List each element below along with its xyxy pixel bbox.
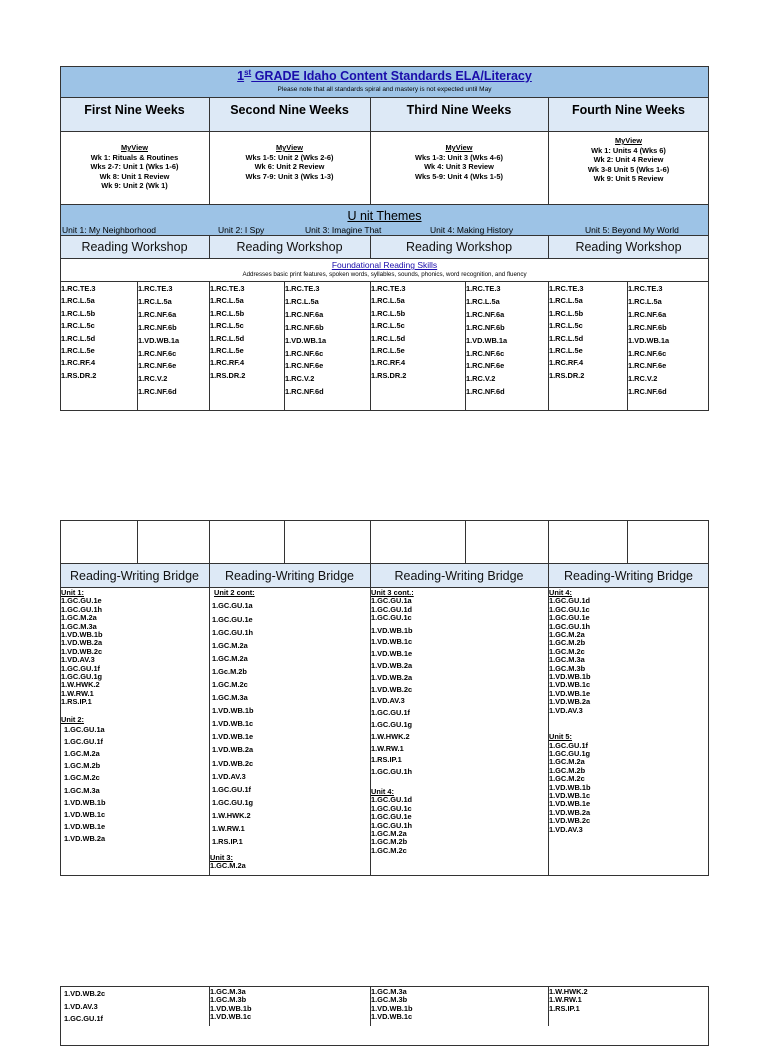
- myview-label: MyView: [445, 143, 473, 152]
- standard-code: 1.W.RW.1: [61, 688, 94, 698]
- standard-code: 1.RC.V.2: [138, 374, 168, 384]
- standard-code: 1.GC.GU.1a: [371, 596, 412, 606]
- standard-code: 1.GC.M.2c: [64, 773, 100, 783]
- standard-code: 1.W.HWK.2: [549, 987, 588, 996]
- standard-code: 1.RC.NF.6d: [466, 387, 505, 397]
- standard-code: 1.RC.TE.3: [466, 284, 501, 293]
- standard-code: 1.RC.NF.6c: [628, 348, 667, 358]
- title-text: GRADE Idaho Content Standards ELA/Literacy: [251, 69, 532, 84]
- myview-q2: [209, 143, 370, 181]
- standard-code: 1.VD.WB.1a: [466, 335, 508, 345]
- standard-code: 1.RC.TE.3: [210, 284, 245, 293]
- standard-code: 1.RS.IP.1: [61, 697, 92, 707]
- standard-code: 1.VD.WB.1c: [64, 809, 106, 819]
- standard-code: 1.GC.GU.1e: [61, 596, 102, 606]
- standard-code: 1.GC.M.2a: [210, 861, 246, 871]
- standard-code: 1.GC.M.3b: [210, 995, 247, 1005]
- unit-heading: Unit 4:: [549, 588, 572, 597]
- standard-code: 1.W.RW.1: [212, 824, 245, 833]
- standard-code: 1.RC.NF.6e: [628, 361, 667, 371]
- title-superscript: st: [244, 68, 252, 77]
- standard-code: 1.RC.L.5a: [466, 296, 500, 306]
- standard-code: 1.VD.WB.1e: [64, 821, 106, 831]
- unit-themes-title: U nit Themes: [347, 209, 422, 223]
- myview-q3: [370, 143, 548, 181]
- unit-theme-1: Unit 1: My Neighborhood: [62, 225, 157, 235]
- standard-code: 1.RC.L.5e: [61, 346, 95, 356]
- standard-code: 1.GC.GU.1f: [549, 740, 589, 750]
- standard-code: 1.RC.NF.6d: [138, 387, 177, 397]
- standard-code: 1.GC.M.2c: [212, 679, 248, 689]
- unit-heading: Unit 4:: [371, 786, 394, 796]
- workshop-codes-q1-right: [138, 283, 179, 399]
- standard-code: 1.VD.WB.2a: [549, 697, 591, 707]
- standard-code: 1.VD.WB.1b: [210, 1003, 252, 1013]
- standard-code: 1.RC.RF.4: [61, 358, 96, 368]
- standard-code: 1.RC.NF.6c: [466, 348, 505, 358]
- unit-heading: Unit 1:: [61, 588, 84, 597]
- standard-code: 1.VD.WB.1c: [210, 1012, 252, 1022]
- standard-code: 1.VD.WB.1b: [549, 782, 591, 792]
- standard-code: 1.RC.L.5e: [371, 346, 405, 356]
- standard-code: 1.GC.M.3a: [549, 655, 585, 665]
- unit-heading: Unit 3:: [210, 853, 233, 862]
- myview-line: Wks 7-9: Unit 3 (Wks 1-3): [245, 171, 334, 181]
- standard-code: 1.RC.L.5e: [549, 346, 583, 356]
- standard-code: 1.GC.GU.1h: [371, 767, 413, 777]
- unit-heading: Unit 5:: [549, 732, 572, 742]
- unit-heading: Unit 2 cont:: [214, 588, 255, 597]
- standard-code: 1.RC.L.5a: [61, 296, 95, 306]
- standard-code: 1.RS.DR.2: [210, 370, 246, 380]
- myview-label: MyView: [615, 136, 642, 145]
- standard-code: 1.VD.WB.1b: [371, 625, 413, 635]
- standard-code: 1.RC.NF.6a: [285, 309, 324, 319]
- standard-code: 1.VD.WB.1b: [371, 1003, 413, 1013]
- standard-code: 1.VD.WB.1c: [549, 790, 591, 800]
- myview-line: Wk 4: Unit 3 Review: [424, 162, 494, 172]
- standard-code: 1.RC.L.5c: [549, 321, 583, 331]
- myview-line: Wk 1: Rituals & Routines: [90, 152, 179, 162]
- bridge-col-2-unit3: [210, 854, 246, 871]
- myview-line: Wk 3-8 Unit 5 (Wks 1-6): [587, 164, 670, 174]
- standard-code: 1.RC.L.5d: [210, 333, 245, 343]
- standard-code: 1.RC.L.5a: [210, 296, 244, 306]
- bridge-col-1: [61, 589, 105, 845]
- standard-code: 1.RC.L.5d: [371, 333, 406, 343]
- standard-code: 1.VD.WB.1e: [549, 688, 591, 698]
- standard-code: 1.GC.M.2a: [549, 757, 585, 767]
- standard-code: 1.GC.M.2a: [212, 640, 248, 650]
- standard-code: 1.GC.GU.1h: [212, 627, 254, 637]
- continued-col-4: [549, 988, 588, 1013]
- standard-code: 1.RC.L.5c: [371, 321, 405, 331]
- standard-code: 1.VD.WB.2c: [371, 684, 413, 694]
- standard-code: 1.VD.WB.1c: [212, 719, 254, 729]
- standard-code: 1.RC.TE.3: [61, 284, 96, 293]
- standard-code: 1.GC.GU.1d: [371, 795, 413, 805]
- unit-theme-4: Unit 4: Making History: [430, 225, 514, 235]
- standard-code: 1.GC.M.3b: [549, 663, 586, 673]
- workshop-codes-q4-left: [549, 283, 584, 382]
- standard-code: 1.VD.WB.2c: [212, 758, 254, 768]
- standard-code: 1.RC.NF.6d: [628, 387, 667, 397]
- standard-code: 1.W.HWK.2: [61, 680, 100, 690]
- myview-line: Wk 2: Unit 4 Review: [593, 155, 664, 165]
- standard-code: 1.W.HWK.2: [212, 810, 251, 820]
- quarter-3-header: Third Nine Weeks: [406, 103, 512, 117]
- standard-code: 1.VD.AV.3: [549, 705, 583, 715]
- standard-code: 1.RC.L.5a: [549, 296, 583, 306]
- myview-line: Wks 1-3: Unit 3 (Wks 4-6): [415, 152, 503, 162]
- standard-code: 1.RC.TE.3: [371, 284, 406, 293]
- standard-code: 1.RS.DR.2: [61, 370, 97, 380]
- myview-label: MyView: [276, 143, 303, 152]
- standard-code: 1.VD.WB.1c: [549, 680, 591, 690]
- standard-code: 1.VD.AV.3: [371, 696, 405, 706]
- standard-code: 1.GC.GU.1h: [549, 621, 591, 631]
- bridge-title-q4: Reading-Writing Bridge: [564, 569, 693, 583]
- standard-code: 1.GC.GU.1c: [549, 604, 590, 614]
- standard-code: 1.RC.NF.6a: [466, 309, 505, 319]
- standard-code: 1.RS.IP.1: [212, 837, 243, 847]
- standard-code: 1.RC.NF.6b: [628, 322, 667, 332]
- myview-line: Wk 8: Unit 1 Review: [99, 171, 170, 181]
- standard-code: 1.RC.TE.3: [138, 284, 173, 293]
- standard-code: 1.GC.M.3a: [371, 987, 407, 996]
- unit-heading: Unit 3 cont.:: [371, 588, 414, 597]
- standard-code: 1.RS.IP.1: [549, 1003, 580, 1013]
- standard-code: 1.RC.NF.6c: [285, 348, 324, 358]
- standard-code: 1.RS.DR.2: [371, 370, 407, 380]
- standard-code: 1.RC.L.5c: [210, 321, 244, 331]
- standard-code: 1.GC.GU.1g: [371, 720, 413, 729]
- standard-code: 1.VD.WB.1e: [549, 799, 591, 809]
- standard-code: 1.RC.NF.6e: [138, 361, 177, 371]
- standard-code: 1.RC.L.5a: [138, 296, 172, 306]
- reading-workshop-q1: Reading Workshop: [81, 240, 188, 254]
- unit-theme-5: Unit 5: Beyond My World: [585, 225, 679, 235]
- standard-code: 1.GC.GU.1f: [61, 663, 101, 673]
- empty-row: [60, 520, 709, 564]
- bridge-title-q2: Reading-Writing Bridge: [225, 569, 354, 583]
- standard-code: 1.VD.WB.2a: [61, 638, 103, 648]
- standard-code: 1.RC.TE.3: [285, 284, 320, 293]
- standard-code: 1.GC.M.2b: [371, 837, 408, 847]
- standard-code: 1.VD.WB.2a: [371, 672, 413, 682]
- standard-code: 1.VD.AV.3: [549, 824, 583, 834]
- myview-line: Wks 1-5: Unit 2 (Wks 2-6): [245, 152, 334, 162]
- standard-code: 1.VD.WB.1a: [138, 335, 180, 345]
- standard-code: 1.VD.WB.1e: [212, 732, 254, 742]
- standard-code: 1.GC.GU.1f: [371, 708, 411, 718]
- standard-code: 1.RC.V.2: [628, 374, 658, 384]
- standard-code: 1.VD.WB.1b: [212, 706, 254, 716]
- standard-code: 1.VD.WB.1c: [371, 637, 413, 647]
- standard-code: 1.GC.GU.1g: [212, 797, 254, 807]
- continued-col-3: [371, 988, 412, 1022]
- standard-code: 1.GC.M.3b: [371, 995, 408, 1005]
- myview-line: Wk 1: Units 4 (Wks 6): [591, 145, 666, 155]
- standard-code: 1.GC.M.3a: [61, 621, 97, 631]
- bridge-title-q1: Reading-Writing Bridge: [70, 569, 199, 583]
- bridge-col-2: [212, 589, 255, 848]
- standard-code: 1.VD.WB.1a: [628, 335, 670, 345]
- standard-code: 1.GC.GU.1f: [64, 1014, 104, 1024]
- standard-code: 1.GC.M.2c: [371, 845, 407, 855]
- standard-code: 1.VD.WB.1c: [371, 1012, 413, 1022]
- myview-q1: [60, 143, 209, 191]
- standard-code: 1.GC.GU.1c: [371, 803, 412, 813]
- page-title: [60, 68, 709, 83]
- standard-code: 1.GC.M.2c: [549, 646, 585, 656]
- workshop-codes-q3-right: [466, 283, 507, 399]
- standard-code: 1.GC.GU.1e: [212, 614, 253, 624]
- standard-code: 1.VD.WB.2a: [212, 745, 254, 755]
- standard-code: 1.RC.L.5b: [371, 308, 406, 318]
- standard-code: 1.RC.NF.6b: [138, 322, 177, 332]
- workshop-codes-q3-left: [371, 283, 406, 382]
- myview-line: Wk 6: Unit 2 Review: [254, 162, 325, 172]
- standard-code: 1.RS.IP.1: [371, 755, 402, 765]
- standard-code: 1.RC.NF.6e: [285, 361, 324, 371]
- standard-code: 1.GC.GU.1d: [371, 604, 413, 614]
- standard-code: 1.RC.L.5b: [549, 308, 584, 318]
- reading-workshop-q3: Reading Workshop: [405, 240, 513, 254]
- unit-heading: Unit 2:: [61, 714, 84, 724]
- standard-code: 1.RC.NF.6b: [285, 322, 324, 332]
- standard-code: 1.VD.WB.1a: [285, 335, 327, 345]
- standard-code: 1.RC.RF.4: [371, 358, 406, 368]
- standard-code: 1.GC.GU.1h: [61, 604, 103, 614]
- standard-code: 1.RS.DR.2: [549, 370, 585, 380]
- standard-code: 1.W.RW.1: [549, 995, 582, 1005]
- standard-code: 1.VD.WB.2c: [64, 989, 106, 998]
- standard-code: 1.GC.GU.1f: [64, 737, 104, 747]
- standard-code: 1.VD.AV.3: [61, 655, 95, 665]
- standard-code: 1.W.RW.1: [371, 743, 404, 753]
- unit-theme-2: Unit 2: I Spy: [218, 225, 265, 235]
- standard-code: 1.VD.WB.2a: [64, 833, 106, 843]
- foundational-title[interactable]: Foundational Reading Skills: [331, 260, 438, 270]
- standard-code: 1.RC.L.5d: [549, 333, 584, 343]
- unit-theme-3: Unit 3: Imagine That: [305, 225, 382, 235]
- myview-line: Wk 9: Unit 5 Review: [593, 174, 664, 184]
- standard-code: 1.VD.WB.1b: [61, 630, 103, 640]
- standard-code: 1.GC.GU.1e: [549, 613, 590, 623]
- standard-code: 1.RC.L.5a: [371, 296, 405, 306]
- standard-code: 1.RC.L.5d: [61, 333, 96, 343]
- standard-code: 1.GC.M.2a: [549, 630, 585, 640]
- standard-code: 1.GC.M.2a: [61, 613, 97, 623]
- standard-code: 1.GC.GU.1h: [371, 820, 413, 830]
- myview-line: Wks 5-9: Unit 4 (Wks 1-5): [415, 171, 503, 181]
- standard-code: 1.GC.GU.1c: [371, 613, 412, 623]
- standard-code: 1.RC.NF.6b: [466, 322, 505, 332]
- standard-code: 1.VD.WB.1b: [549, 672, 591, 682]
- myview-label: MyView: [121, 143, 148, 152]
- myview-line: Wk 9: Unit 2 (Wk 1): [101, 181, 168, 191]
- standard-code: 1.GC.GU.1g: [61, 672, 103, 682]
- quarter-4-header: Fourth Nine Weeks: [572, 103, 685, 117]
- standard-code: 1.RC.L.5b: [210, 308, 245, 318]
- standard-code: 1.RC.RF.4: [549, 358, 584, 368]
- workshop-codes-q2-right: [285, 283, 326, 399]
- bridge-col-3: [371, 589, 414, 855]
- workshop-codes-q4-right: [628, 283, 669, 399]
- standard-code: 1.VD.WB.1b: [64, 797, 106, 807]
- standard-code: 1.RC.NF.6a: [628, 309, 667, 319]
- quarter-1-header: First Nine Weeks: [84, 103, 185, 117]
- standard-code: 1.RC.L.5a: [628, 296, 662, 306]
- standard-code: 1.GC.M.2b: [64, 761, 101, 771]
- workshop-codes-q2-left: [210, 283, 245, 382]
- standard-code: 1.VD.WB.1e: [371, 649, 413, 659]
- standard-code: 1.GC.M.2b: [549, 765, 586, 775]
- standard-code: 1.RC.RF.4: [210, 358, 245, 368]
- standard-code: 1.GC.M.2c: [549, 774, 585, 784]
- reading-workshop-q2: Reading Workshop: [236, 240, 343, 254]
- continued-col-2: [210, 988, 251, 1022]
- standard-code: 1.GC.GU.1d: [549, 596, 591, 606]
- title-note: Please note that all standards spiral and mastery is not expected until May: [277, 86, 492, 93]
- standard-code: 1.RC.NF.6a: [138, 309, 177, 319]
- standard-code: 1.GC.M.3a: [64, 785, 100, 795]
- standard-code: 1.GC.M.3a: [212, 693, 248, 703]
- foundational-subtitle: Addresses basic print features, spoken words, syllables, sounds, phonics, word recognition, and fluency: [242, 271, 527, 278]
- standard-code: 1.GC.GU.1f: [212, 784, 252, 794]
- workshop-codes-q1-left: [61, 283, 96, 382]
- standard-code: 1.RC.NF.6c: [138, 348, 177, 358]
- standard-code: 1.Gc.M.2b: [212, 666, 247, 676]
- standard-code: 1.GC.M.2b: [549, 638, 586, 648]
- myview-q4: [548, 136, 709, 184]
- standard-code: 1.RC.TE.3: [628, 284, 663, 293]
- continued-col-1: [64, 988, 105, 1026]
- standard-code: 1.RC.L.5b: [61, 308, 96, 318]
- standard-code: 1.RC.L.5e: [210, 346, 244, 356]
- standard-code: 1.RC.NF.6d: [285, 387, 324, 397]
- standard-code: 1.VD.WB.2a: [371, 661, 413, 671]
- myview-line: Wks 2-7: Unit 1 (Wks 1-6): [90, 162, 179, 172]
- standard-code: 1.RC.V.2: [466, 374, 496, 384]
- standard-code: 1.W.HWK.2: [371, 731, 410, 741]
- standard-code: 1.GC.M.2a: [371, 829, 407, 839]
- standard-code: 1.RC.TE.3: [549, 284, 584, 293]
- standard-code: 1.VD.AV.3: [212, 771, 246, 781]
- standard-code: 1.RC.L.5c: [61, 321, 95, 331]
- standard-code: 1.VD.AV.3: [64, 1001, 98, 1011]
- bridge-col-4: [549, 589, 590, 834]
- standard-code: 1.GC.M.2a: [64, 749, 100, 759]
- bridge-title-q3: Reading-Writing Bridge: [394, 569, 524, 583]
- reading-workshop-q4: Reading Workshop: [575, 240, 682, 254]
- standard-code: 1.RC.L.5a: [285, 296, 319, 306]
- standard-code: 1.GC.GU.1a: [212, 601, 253, 611]
- standard-code: 1.GC.GU.1a: [64, 725, 105, 735]
- standard-code: 1.GC.GU.1g: [549, 748, 591, 758]
- standard-code: 1.VD.WB.2c: [61, 646, 103, 656]
- standard-code: 1.GC.GU.1e: [371, 812, 412, 822]
- standard-code: 1.VD.WB.2a: [549, 807, 591, 817]
- standard-code: 1.GC.M.3a: [210, 987, 246, 996]
- quarter-2-header: Second Nine Weeks: [230, 103, 349, 117]
- standard-code: 1.RC.NF.6e: [466, 361, 505, 371]
- standard-code: 1.GC.M.2a: [212, 653, 248, 663]
- standard-code: 1.RC.V.2: [285, 374, 315, 384]
- standard-code: 1.VD.WB.2c: [549, 816, 591, 826]
- title-number: 1: [237, 69, 245, 84]
